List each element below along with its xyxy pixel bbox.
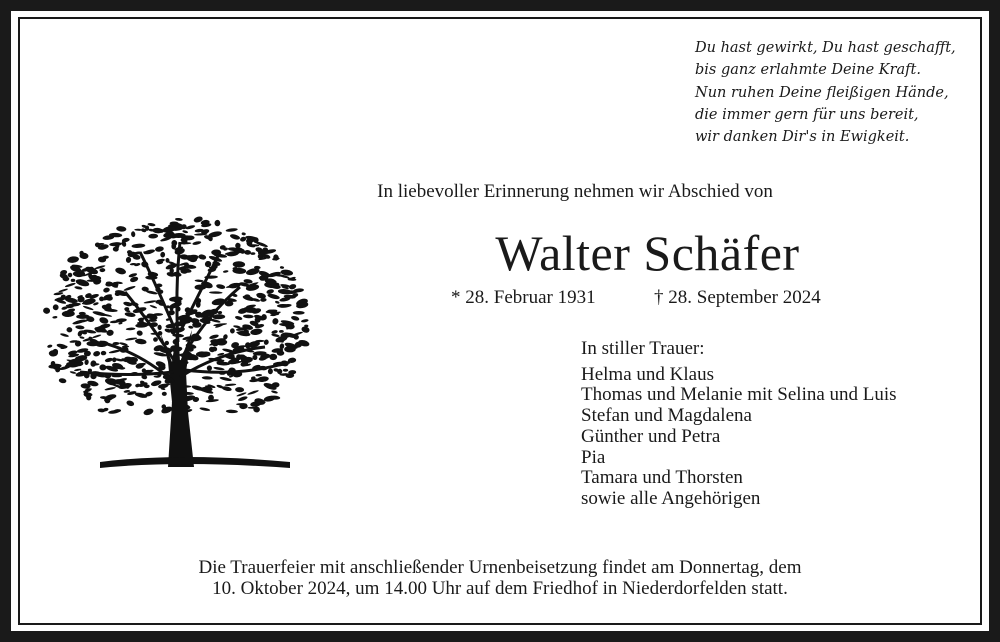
mourner-entry: Helma und Klaus <box>581 363 714 385</box>
poem-line: die immer gern für uns bereit, <box>695 106 919 123</box>
funeral-notice-line: Die Trauerfeier mit anschließender Urnenbeisetzung findet am Donnertag, dem <box>198 557 802 578</box>
mourners-list <box>581 339 897 510</box>
poem <box>695 37 956 148</box>
mourner-entry: Thomas und Melanie mit Selina und Luis <box>581 384 897 406</box>
funeral-notice-line: 10. Oktober 2024, um 14.00 Uhr auf dem Friedhof in Niederdorfelden statt. <box>212 578 788 599</box>
mourner-entry: Stefan und Magdalena <box>581 405 752 427</box>
deceased-name: Walter Schäfer <box>495 225 800 281</box>
mourner-entry: Tamara und Thorsten <box>581 467 743 489</box>
mourner-entry: Pia <box>581 446 606 468</box>
mourner-entry: sowie alle Angehörigen <box>581 487 761 509</box>
poem-line: Du hast gewirkt, Du hast geschafft, <box>695 40 956 56</box>
intro-text: In liebevoller Erinnerung nehmen wir Abschied von <box>377 181 773 202</box>
poem-line: wir danken Dir's in Ewigkeit. <box>695 129 910 146</box>
birth-date: * 28. Februar 1931 <box>451 287 596 308</box>
funeral-notice <box>0 557 1000 599</box>
tree-icon <box>40 212 315 477</box>
mourners-heading: In stiller Trauer: <box>581 338 705 359</box>
poem-line: bis ganz erlahmte Deine Kraft. <box>695 62 921 79</box>
mourner-entry: Günther und Petra <box>581 425 721 447</box>
death-date: † 28. September 2024 <box>654 287 821 308</box>
poem-line: Nun ruhen Deine fleißigen Hände, <box>695 84 949 101</box>
